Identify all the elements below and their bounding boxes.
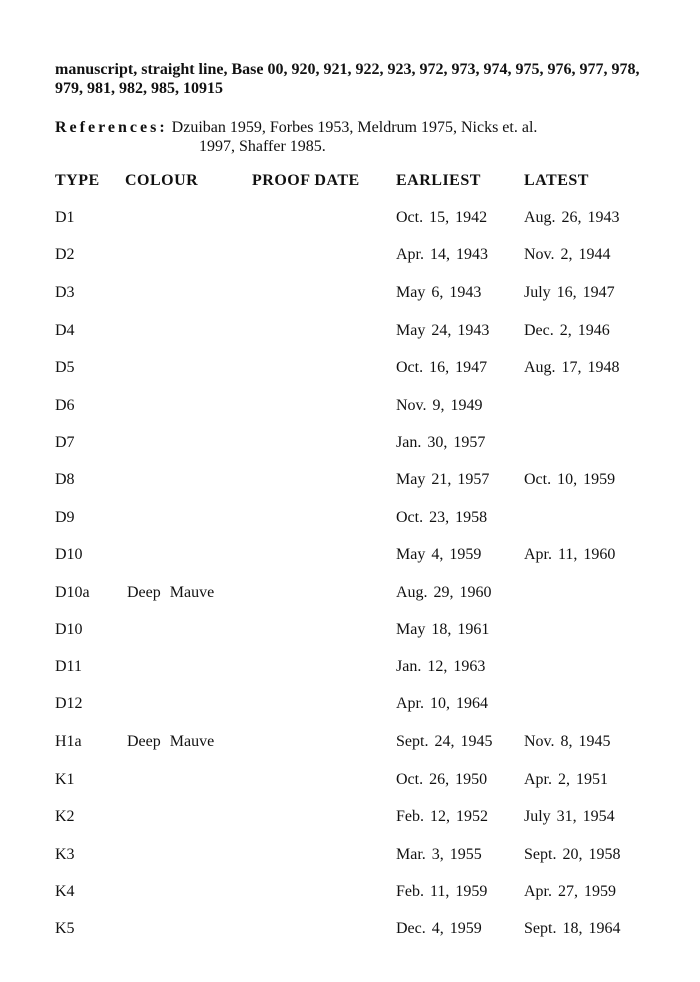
cell-latest: Dec. 2, 1946 <box>524 322 610 339</box>
table-row <box>0 733 700 755</box>
cell-type: D8 <box>55 471 75 488</box>
cell-type: D9 <box>55 509 75 526</box>
cell-earliest: Oct. 23, 1958 <box>396 509 488 526</box>
cell-earliest: Mar. 3, 1955 <box>396 846 482 863</box>
cell-latest: July 31, 1954 <box>524 808 615 825</box>
cell-type: K2 <box>55 808 75 825</box>
cell-latest: Sept. 20, 1958 <box>524 846 621 863</box>
cell-type: D10a <box>55 584 90 601</box>
table-row <box>0 846 700 868</box>
table-row <box>0 883 700 905</box>
cell-type: D12 <box>55 695 83 712</box>
cell-type: D4 <box>55 322 75 339</box>
header-colour: COLOUR <box>125 172 199 189</box>
cell-latest: Nov. 8, 1945 <box>524 733 611 750</box>
cell-latest: Oct. 10, 1959 <box>524 471 616 488</box>
cell-latest: Aug. 26, 1943 <box>524 209 620 226</box>
cell-latest: Apr. 27, 1959 <box>524 883 616 900</box>
cell-earliest: Dec. 4, 1959 <box>396 920 482 937</box>
table-row <box>0 546 700 568</box>
cell-earliest: Nov. 9, 1949 <box>396 397 483 414</box>
cell-type: K4 <box>55 883 75 900</box>
cell-type: D1 <box>55 209 75 226</box>
header-proof-date: PROOF DATE <box>252 172 360 189</box>
table-row <box>0 584 700 606</box>
table-row <box>0 397 700 419</box>
cell-type: D2 <box>55 246 75 263</box>
cell-latest: Aug. 17, 1948 <box>524 359 620 376</box>
cell-earliest: May 6, 1943 <box>396 284 482 301</box>
header-type: TYPE <box>55 172 100 189</box>
cell-latest: Apr. 11, 1960 <box>524 546 616 563</box>
cell-type: D5 <box>55 359 75 376</box>
table-row <box>0 920 700 942</box>
table-row <box>0 771 700 793</box>
cell-earliest: May 4, 1959 <box>396 546 482 563</box>
table-row <box>0 359 700 381</box>
table-row <box>0 509 700 531</box>
table-row <box>0 808 700 830</box>
cell-earliest: May 21, 1957 <box>396 471 490 488</box>
cell-type: D10 <box>55 546 83 563</box>
cell-earliest: Oct. 15, 1942 <box>396 209 488 226</box>
cell-earliest: Oct. 26, 1950 <box>396 771 488 788</box>
cell-earliest: Apr. 10, 1964 <box>396 695 488 712</box>
table-row <box>0 434 700 456</box>
cell-colour: Deep Mauve <box>127 584 215 601</box>
cell-earliest: Feb. 11, 1959 <box>396 883 488 900</box>
table-row <box>0 471 700 493</box>
cell-latest: July 16, 1947 <box>524 284 615 301</box>
cell-type: D7 <box>55 434 75 451</box>
cell-type: K5 <box>55 920 75 937</box>
references-label: References: <box>55 119 168 136</box>
cell-earliest: Sept. 24, 1945 <box>396 733 493 750</box>
cell-earliest: Jan. 12, 1963 <box>396 658 486 675</box>
header-earliest: EARLIEST <box>396 172 481 189</box>
table-row <box>0 284 700 306</box>
table-row <box>0 621 700 643</box>
cell-type: D6 <box>55 397 75 414</box>
cell-earliest: May 18, 1961 <box>396 621 490 638</box>
references-block <box>55 118 685 156</box>
cell-latest: Sept. 18, 1964 <box>524 920 621 937</box>
cell-earliest: May 24, 1943 <box>396 322 490 339</box>
cell-type: D10 <box>55 621 83 638</box>
table-row <box>0 658 700 680</box>
cell-latest: Nov. 2, 1944 <box>524 246 611 263</box>
cell-colour: Deep Mauve <box>127 733 215 750</box>
header-latest: LATEST <box>524 172 589 189</box>
cell-earliest: Feb. 12, 1952 <box>396 808 488 825</box>
table-row <box>0 209 700 231</box>
cell-type: K3 <box>55 846 75 863</box>
cell-latest: Apr. 2, 1951 <box>524 771 608 788</box>
cell-earliest: Apr. 14, 1943 <box>396 246 488 263</box>
cell-type: D11 <box>55 658 82 675</box>
references-line-2: 1997, Shaffer 1985. <box>199 138 326 155</box>
cell-earliest: Oct. 16, 1947 <box>396 359 488 376</box>
cell-type: H1a <box>55 733 82 750</box>
cell-earliest: Aug. 29, 1960 <box>396 584 492 601</box>
cell-earliest: Jan. 30, 1957 <box>396 434 486 451</box>
table-row <box>0 695 700 717</box>
table-row <box>0 322 700 344</box>
table-row <box>0 246 700 268</box>
cell-type: K1 <box>55 771 75 788</box>
cell-type: D3 <box>55 284 75 301</box>
intro-paragraph: manuscript, straight line, Base 00, 920, 921, 922, 923, 972, 973, 974, 975, 976, 977, 978, 979, 981, 982, 985, 10915 <box>55 61 640 97</box>
references-line-1: Dzuiban 1959, Forbes 1953, Meldrum 1975, Nicks et. al. <box>171 119 538 136</box>
